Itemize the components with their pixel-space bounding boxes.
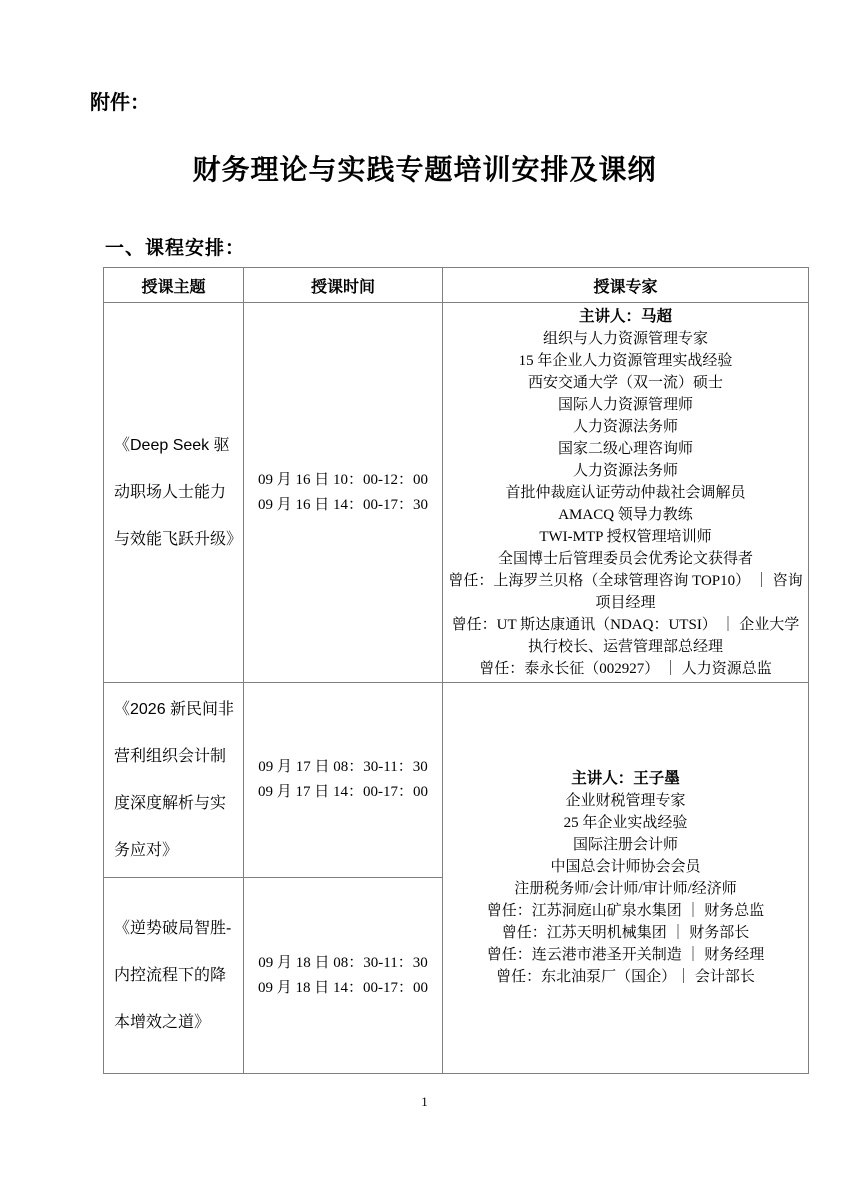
- credential-line: 西安交通大学（双一流）硕士: [527, 375, 723, 391]
- time-line: 09 月 18 日 14：00-17：00: [258, 979, 428, 996]
- credential-line: 15 年企业人力资源管理实战经验: [518, 353, 733, 369]
- attachment-label: 附件：: [90, 92, 150, 114]
- speaker-name: 主讲人：王子墨: [571, 770, 680, 787]
- topic-line: 《Deep Seek 驱: [114, 437, 230, 454]
- topic-cell-row2: [104, 683, 244, 878]
- topic-line: 务应对》: [114, 842, 179, 859]
- credential-line: 国家二级心理咨询师: [557, 441, 693, 457]
- credential-line: 曾任：江苏天明机械集团 ｜ 财务部长: [501, 925, 750, 941]
- time-line: 09 月 16 日 14：00-17：30: [258, 496, 428, 513]
- credential-line: 人力资源法务师: [572, 419, 678, 435]
- course-schedule-table: [103, 267, 809, 1074]
- page-number: 1: [421, 1094, 428, 1109]
- credential-line: 曾任：上海罗兰贝格（全球管理咨询 TOP10） ｜ 咨询项目经理: [448, 573, 803, 611]
- credential-line: 注册税务师/会计师/审计师/经济师: [514, 881, 737, 897]
- topic-cell-row3: [104, 878, 244, 1074]
- column-header-expert: 授课专家: [443, 268, 809, 303]
- credential-line: 企业财税管理专家: [565, 793, 686, 809]
- topic-line: 《逆势破局智胜-: [114, 920, 232, 937]
- credential-line: 国际人力资源管理师: [557, 397, 693, 413]
- topic-line: 与效能飞跃升级》: [114, 531, 243, 548]
- time-line: 09 月 18 日 08：30-11：30: [258, 954, 428, 971]
- credential-line: 曾任：泰永长征（002927） ｜ 人力资源总监: [479, 661, 772, 677]
- column-header-time: 授课时间: [244, 268, 443, 303]
- credential-line: 25 年企业实战经验: [563, 815, 688, 831]
- section-heading: 一、课程安排：: [105, 238, 246, 259]
- credential-line: TWI-MTP 授权管理培训师: [539, 529, 712, 545]
- topic-line: 度深度解析与实: [114, 795, 227, 812]
- time-line: 09 月 17 日 08：30-11：30: [258, 759, 428, 775]
- credential-line: AMACQ 领导力教练: [558, 507, 693, 523]
- expert-cell-rows2-3: [443, 683, 809, 1074]
- time-line: 09 月 17 日 14：00-17：00: [258, 784, 428, 800]
- topic-line: 营利组织会计制: [114, 748, 227, 765]
- topic-line: 动职场人士能力: [114, 484, 227, 501]
- topic-line: 《2026 新民间非: [114, 701, 235, 718]
- time-cell-row1: [244, 303, 443, 683]
- table-row: [104, 683, 809, 878]
- credential-line: 曾任：连云港市港圣开关制造 ｜ 财务经理: [486, 947, 765, 963]
- time-cell-row3: [244, 878, 443, 1074]
- time-cell-row2: [244, 683, 443, 878]
- page-title: 财务理论与实践专题培训安排及课纲: [192, 155, 657, 186]
- expert-cell-row1: [443, 303, 809, 683]
- credential-line: 曾任：江苏洞庭山矿泉水集团 ｜ 财务总监: [486, 903, 765, 919]
- table-header-row: [104, 268, 809, 303]
- column-header-topic: 授课主题: [104, 268, 244, 303]
- speaker-name: 主讲人：马超: [578, 308, 672, 325]
- topic-cell-row1: [104, 303, 244, 683]
- credential-line: 中国总会计师协会会员: [550, 859, 701, 875]
- credential-line: 组织与人力资源管理专家: [542, 331, 708, 347]
- credential-line: 全国博士后管理委员会优秀论文获得者: [497, 551, 753, 567]
- topic-line: 内控流程下的降: [114, 967, 227, 984]
- time-line: 09 月 16 日 10：00-12：00: [258, 471, 428, 488]
- credential-line: 人力资源法务师: [572, 463, 678, 479]
- credential-line: 曾任：东北油泵厂（国企）｜ 会计部长: [496, 969, 755, 985]
- table-row: [104, 303, 809, 683]
- topic-line: 本增效之道》: [114, 1014, 211, 1031]
- credential-line: 国际注册会计师: [572, 837, 678, 853]
- credential-line: 首批仲裁庭认证劳动仲裁社会调解员: [505, 485, 746, 501]
- credential-line: 曾任：UT 斯达康通讯（NDAQ：UTSI） ｜ 企业大学执行校长、运营管理部总经理: [451, 617, 800, 655]
